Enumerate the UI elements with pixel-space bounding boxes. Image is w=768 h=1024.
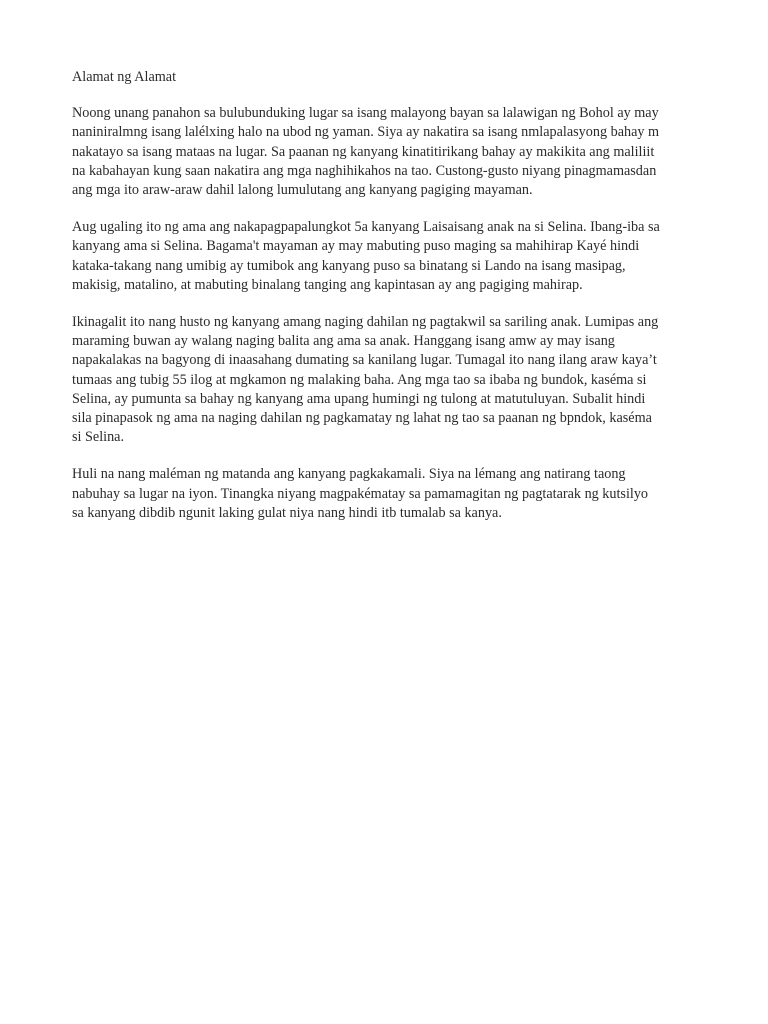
paragraph-line: napakalakas na bagyong di inaasahang dumating sa kanilang lugar. Tumagal ito nang ilang araw kaya’t — [72, 352, 657, 369]
paragraph-4 — [72, 465, 698, 523]
paragraph-line: Aug ugaling ito ng ama ang nakapagpapalungkot 5a kanyang Laisaisang anak na si Selina. Ibang-iba sa — [72, 219, 660, 236]
paragraph-line: Huli na nang maléman ng matanda ang kanyang pagkakamali. Siya na lémang ang natirang taong — [72, 466, 626, 483]
document-title: Alamat ng Alamat — [72, 69, 177, 85]
paragraph-line: si Selina. — [72, 429, 125, 446]
paragraph-line: naniniralmng isang lalélxing halo na ubod ng yaman. Siya ay nakatira sa isang nmlapalasyong bahay m — [72, 124, 660, 141]
paragraph-line: maraming buwan ay walang naging balita ang ama sa anak. Hanggang isang amw ay may isang — [72, 333, 615, 350]
paragraph-line: kanyang ama si Selina. Bagama't mayaman ay may mabuting puso maging sa mahihirap Kayé hindi — [72, 238, 640, 255]
paragraph-line: sila pinapasok ng ama na naging dahilan ng pagkamatay ng lahat ng tao sa paanan ng bpndok, kaséma — [72, 410, 652, 427]
paragraph-3 — [72, 313, 698, 447]
paragraph-2 — [72, 218, 698, 295]
paragraph-line: kataka-takang nang umibig ay tumibok ang kanyang puso sa binatang si Lando na isang masipag, — [72, 257, 626, 274]
paragraph-line: na kabahayan kung saan nakatira ang mga naghihikahos na tao. Custong-gusto niyang pinagmamasdan — [72, 162, 657, 179]
paragraph-line: nakatayo sa isang mataas na lugar. Sa paanan ng kanyang kinatitirikang bahay ay makikita ang maliliit — [72, 143, 655, 160]
paragraph-line: Selina, ay pumunta sa bahay ng kanyang ama upang humingi ng tulong at matutuluyan. Subalit hindi — [72, 390, 646, 407]
paragraph-line: makisig, matalino, at mabuting binalang tanging ang kapintasan ay ang pagiging mahirap. — [72, 276, 583, 293]
paragraph-1 — [72, 104, 698, 200]
document-page — [72, 68, 698, 541]
paragraph-line: Ikinagalit ito nang husto ng kanyang amang naging dahilan ng pagtakwil sa sariling anak. Lumipas ang — [72, 314, 659, 331]
paragraph-line: tumaas ang tubig 55 ilog at mgkamon ng malaking baha. Ang mga tao sa ibaba ng bundok, kaséma si — [72, 371, 647, 388]
paragraph-line: Noong unang panahon sa bulubunduking lugar sa isang malayong bayan sa lalawigan ng Bohol ay may — [72, 105, 659, 122]
paragraph-line: nabuhay sa lugar na iyon. Tinangka niyang magpakématay sa pamamagitan ng pagtatarak ng kutsilyo — [72, 485, 649, 502]
paragraph-line: ang mga ito araw-araw dahil lalong lumulutang ang kanyang pagiging mayaman. — [72, 182, 533, 199]
paragraph-line: sa kanyang dibdib ngunit laking gulat niya nang hindi itb tumalab sa kanya. — [72, 504, 502, 521]
